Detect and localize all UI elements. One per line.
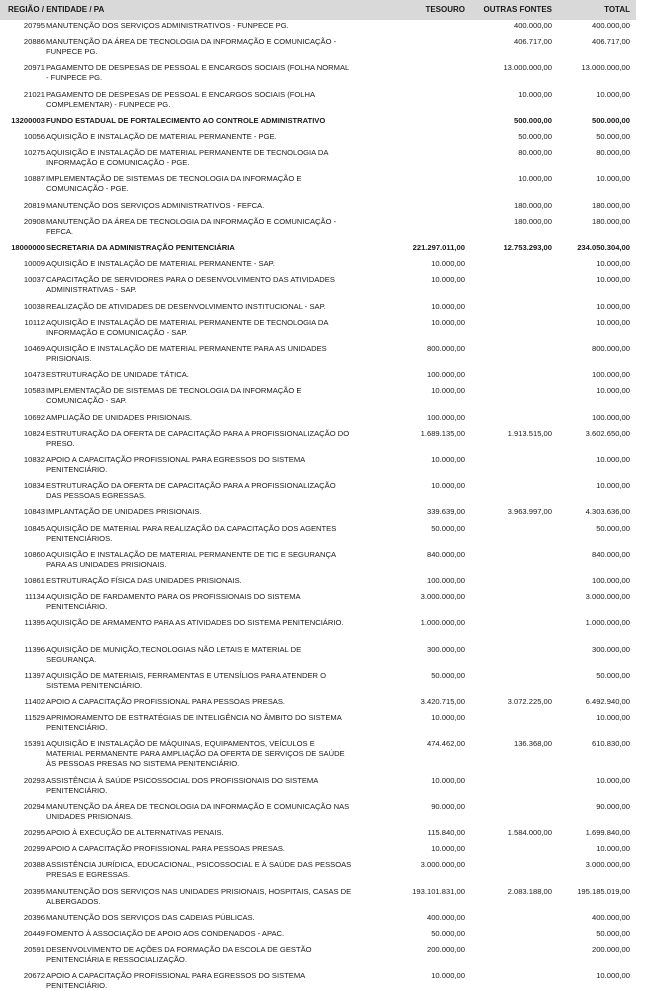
table-row bbox=[0, 713, 648, 733]
row-total: 610.830,00 bbox=[591, 739, 630, 749]
row-total: 10.000,00 bbox=[596, 174, 630, 184]
row-description: ASSISTÊNCIA À SAÚDE PSICOSSOCIAL DOS PROFISSIONAIS DO SISTEMA PENITENCIÁRIO. bbox=[46, 775, 318, 795]
table-row bbox=[0, 618, 648, 638]
row-tesouro: 10.000,00 bbox=[431, 844, 465, 854]
table-row bbox=[0, 259, 648, 269]
row-total: 10.000,00 bbox=[596, 275, 630, 285]
row-code: 20795 bbox=[23, 21, 45, 30]
table-row bbox=[0, 63, 648, 83]
row-tesouro: 10.000,00 bbox=[431, 713, 465, 723]
row-total: 195.185.019,00 bbox=[577, 886, 630, 896]
table-row bbox=[0, 174, 648, 194]
table-row bbox=[0, 132, 648, 142]
row-outras-fontes: 80.000,00 bbox=[518, 148, 552, 158]
row-tesouro: 800.000,00 bbox=[426, 344, 465, 353]
row-tesouro: 193.101.831,00 bbox=[412, 886, 465, 896]
row-total: 180.000,00 bbox=[591, 200, 630, 210]
row-code: 10824 bbox=[23, 428, 45, 438]
table-row bbox=[0, 971, 648, 991]
row-tesouro: 10.000,00 bbox=[431, 971, 465, 981]
row-total: 840.000,00 bbox=[591, 549, 630, 559]
row-tesouro: 10.000,00 bbox=[431, 481, 465, 491]
row-code: 20295 bbox=[23, 828, 45, 837]
row-tesouro: 10.000,00 bbox=[431, 301, 465, 311]
table-row bbox=[0, 318, 648, 338]
row-description: AQUISIÇÃO E INSTALAÇÃO DE MATERIAL PERMANENTE DE TIC E SEGURANÇA PARA AS UNIDADES PRISIONAIS. bbox=[46, 549, 336, 569]
row-total: 200.000,00 bbox=[591, 945, 630, 955]
row-total: 10.000,00 bbox=[596, 259, 630, 269]
row-description: AQUISIÇÃO E INSTALAÇÃO DE MATERIAL PERMANENTE - PGE. bbox=[46, 132, 277, 141]
row-tesouro: 840.000,00 bbox=[426, 549, 465, 559]
row-total: 10.000,00 bbox=[596, 386, 630, 396]
row-tesouro: 10.000,00 bbox=[431, 386, 465, 396]
row-code: 10692 bbox=[23, 412, 45, 422]
row-outras-fontes: 1.584.000,00 bbox=[507, 828, 552, 837]
row-tesouro: 300.000,00 bbox=[426, 644, 465, 654]
row-total: 10.000,00 bbox=[596, 775, 630, 785]
row-description: AQUISIÇÃO DE MATERIAL PARA REALIZAÇÃO DA CAPACITAÇÃO DOS AGENTES PENITENCIÁRIOS. bbox=[46, 523, 337, 543]
row-tesouro: 115.840,00 bbox=[427, 828, 465, 837]
table-row bbox=[0, 860, 648, 880]
row-description: APOIO A CAPACITAÇÃO PROFISSIONAL PARA EGRESSOS DO SISTEMA PENITENCIÁRIO. bbox=[46, 971, 305, 991]
row-tesouro: 100.000,00 bbox=[426, 412, 465, 422]
row-description: MANUTENÇÃO DA ÁREA DE TECNOLOGIA DA INFORMAÇÃO E COMUNICAÇÃO - FEFCA. bbox=[46, 216, 337, 236]
table-row bbox=[0, 21, 648, 31]
row-description: APOIO A CAPACITAÇÃO PROFISSIONAL PARA EGRESSOS DO SISTEMA PENITENCIÁRIO. bbox=[46, 455, 305, 474]
row-outras-fontes: 10.000,00 bbox=[518, 174, 552, 184]
row-description: MANUTENÇÃO DOS SERVIÇOS ADMINISTRATIVOS - FEFCA. bbox=[46, 200, 265, 210]
row-tesouro: 339.639,00 bbox=[426, 507, 465, 517]
row-tesouro: 3.420.715,00 bbox=[420, 697, 465, 706]
row-total: 300.000,00 bbox=[591, 644, 630, 654]
row-description: ASSISTÊNCIA JURÍDICA, EDUCACIONAL, PSICOSSOCIAL E À SAÚDE DAS PESSOAS PRESAS E EGRESSAS. bbox=[46, 860, 352, 880]
row-total: 50.000,00 bbox=[596, 523, 630, 533]
row-total: 800.000,00 bbox=[591, 344, 630, 353]
row-code: 13200003 bbox=[11, 115, 45, 125]
row-outras-fontes: 136.368,00 bbox=[513, 739, 552, 749]
row-total: 50.000,00 bbox=[596, 929, 630, 938]
row-code: 18000000 bbox=[11, 243, 45, 252]
row-description: MANUTENÇÃO DA ÁREA DE TECNOLOGIA DA INFORMAÇÃO E COMUNICAÇÃO NAS UNIDADES PRISIONAIS. bbox=[46, 801, 350, 821]
row-tesouro: 100.000,00 bbox=[426, 576, 465, 585]
row-description: ESTRUTURAÇÃO DA OFERTA DE CAPACITAÇÃO PARA A PROFISSIONALIZAÇÃO DAS PESSOAS EGRESSAS. bbox=[46, 481, 336, 501]
row-description: AQUISIÇÃO E INSTALAÇÃO DE MATERIAL PERMANENTE - SAP. bbox=[46, 259, 275, 269]
row-total: 100.000,00 bbox=[591, 370, 630, 380]
row-outras-fontes: 180.000,00 bbox=[513, 216, 552, 226]
entity-row bbox=[0, 243, 648, 253]
row-code: 10834 bbox=[23, 481, 45, 491]
row-tesouro: 10.000,00 bbox=[431, 275, 465, 285]
row-code: 11402 bbox=[24, 697, 45, 706]
row-total: 3.602.650,00 bbox=[585, 428, 630, 438]
row-code: 20971 bbox=[23, 63, 45, 73]
header-total: TOTAL bbox=[604, 5, 630, 14]
row-total: 100.000,00 bbox=[591, 576, 630, 585]
table-row bbox=[0, 776, 648, 796]
row-tesouro: 1.000.000,00 bbox=[420, 618, 465, 628]
table-row bbox=[0, 413, 648, 423]
row-code: 11396 bbox=[24, 644, 45, 654]
row-code: 11397 bbox=[24, 670, 45, 680]
row-code: 20908 bbox=[23, 216, 45, 226]
row-tesouro: 50.000,00 bbox=[431, 523, 465, 533]
row-code: 20388 bbox=[23, 860, 45, 870]
row-total: 3.000.000,00 bbox=[585, 860, 630, 870]
table-row bbox=[0, 929, 648, 939]
table-row bbox=[0, 429, 648, 449]
row-description: ESTRUTURAÇÃO FÍSICA DAS UNIDADES PRISIONAIS. bbox=[46, 576, 242, 585]
row-description: REALIZAÇÃO DE ATIVIDADES DE DESENVOLVIMENTO INSTITUCIONAL - SAP. bbox=[46, 301, 326, 311]
header-outras-fontes: OUTRAS FONTES bbox=[483, 5, 552, 14]
row-outras-fontes: 406.717,00 bbox=[513, 37, 552, 47]
table-row bbox=[0, 913, 648, 923]
row-description: ESTRUTURAÇÃO DE UNIDADE TÁTICA. bbox=[46, 370, 189, 380]
row-total: 1.699.840,00 bbox=[585, 828, 630, 837]
row-code: 20672 bbox=[23, 971, 45, 981]
row-total: 10.000,00 bbox=[596, 971, 630, 981]
row-total: 50.000,00 bbox=[596, 670, 630, 680]
row-code: 20396 bbox=[23, 912, 45, 922]
row-code: 10860 bbox=[23, 549, 45, 559]
table-row bbox=[0, 344, 648, 364]
row-description: IMPLANTAÇÃO DE UNIDADES PRISIONAIS. bbox=[46, 507, 202, 517]
row-code: 10275 bbox=[23, 148, 45, 158]
table-row bbox=[0, 481, 648, 501]
row-description: APOIO A CAPACITAÇÃO PROFISSIONAL PARA PESSOAS PRESAS. bbox=[46, 844, 285, 854]
table-row bbox=[0, 217, 648, 237]
row-code: 10583 bbox=[23, 386, 45, 396]
row-description: MANUTENÇÃO DOS SERVIÇOS NAS UNIDADES PRISIONAIS, HOSPITAIS, CASAS DE ALBERGADOS. bbox=[46, 886, 352, 906]
row-description: FOMENTO À ASSOCIAÇÃO DE APOIO AOS CONDENADOS - APAC. bbox=[46, 929, 285, 938]
table-row bbox=[0, 844, 648, 854]
row-total: 6.492.940,00 bbox=[585, 697, 630, 706]
row-total: 10.000,00 bbox=[596, 301, 630, 311]
table-row bbox=[0, 37, 648, 57]
table-row bbox=[0, 592, 648, 612]
row-tesouro: 50.000,00 bbox=[431, 929, 465, 938]
row-description: IMPLEMENTAÇÃO DE SISTEMAS DE TECNOLOGIA DA INFORMAÇÃO E COMUNICAÇÃO - PGE. bbox=[46, 174, 302, 194]
table-header bbox=[0, 0, 636, 20]
row-description: AQUISIÇÃO DE ARMAMENTO PARA AS ATIVIDADES DO SISTEMA PENITENCIÁRIO. bbox=[46, 618, 344, 628]
row-description: APRIMORAMENTO DE ESTRATÉGIAS DE INTELIGÊNCIA NO ÂMBITO DO SISTEMA PENITENCIÁRIO. bbox=[46, 713, 342, 733]
row-total: 500.000,00 bbox=[591, 115, 630, 125]
row-total: 406.717,00 bbox=[591, 37, 630, 47]
row-code: 10056 bbox=[23, 132, 45, 141]
row-outras-fontes: 10.000,00 bbox=[518, 89, 552, 99]
row-code: 10038 bbox=[23, 301, 45, 311]
table-row bbox=[0, 302, 648, 312]
row-tesouro: 3.000.000,00 bbox=[420, 592, 465, 602]
row-description: AQUISIÇÃO DE MATERIAIS, FERRAMENTAS E UTENSÍLIOS PARA ATENDER O SISTEMA PENITENCIÁRIO. bbox=[46, 670, 327, 690]
row-outras-fontes: 50.000,00 bbox=[518, 132, 552, 141]
row-outras-fontes: 500.000,00 bbox=[513, 115, 552, 125]
table-row bbox=[0, 828, 648, 838]
row-code: 10112 bbox=[24, 317, 45, 327]
row-total: 50.000,00 bbox=[596, 132, 630, 141]
row-tesouro: 3.000.000,00 bbox=[420, 860, 465, 870]
row-code: 20293 bbox=[23, 775, 45, 785]
table-row bbox=[0, 386, 648, 406]
row-description: FUNDO ESTADUAL DE FORTALECIMENTO AO CONTROLE ADMINISTRATIVO bbox=[46, 115, 326, 125]
row-code: 11529 bbox=[24, 713, 45, 723]
row-code: 10861 bbox=[23, 576, 45, 585]
row-code: 15391 bbox=[23, 739, 45, 749]
row-code: 10887 bbox=[23, 174, 45, 184]
row-description: APOIO A CAPACITAÇÃO PROFISSIONAL PARA PESSOAS PRESAS. bbox=[46, 697, 285, 706]
row-description: PAGAMENTO DE DESPESAS DE PESSOAL E ENCARGOS SOCIAIS (FOLHA COMPLEMENTAR) - FUNPECE PG. bbox=[46, 89, 315, 109]
row-outras-fontes: 3.963.997,00 bbox=[507, 507, 552, 517]
row-description: IMPLEMENTAÇÃO DE SISTEMAS DE TECNOLOGIA DA INFORMAÇÃO E COMUNICAÇÃO - SAP. bbox=[46, 386, 302, 406]
row-tesouro: 474.462,00 bbox=[426, 739, 465, 749]
row-total: 13.000.000,00 bbox=[581, 63, 630, 73]
table-row bbox=[0, 576, 648, 586]
entity-row bbox=[0, 116, 648, 126]
row-description: DESENVOLVIMENTO DE AÇÕES DA FORMAÇÃO DA ESCOLA DE GESTÃO PENITENCIÁRIA E RESSOCIALIZAÇÃO. bbox=[46, 945, 312, 965]
row-description: MANUTENÇÃO DOS SERVIÇOS ADMINISTRATIVOS - FUNPECE PG. bbox=[46, 21, 289, 30]
row-code: 20449 bbox=[23, 929, 45, 938]
row-description: AQUISIÇÃO E INSTALAÇÃO DE MATERIAL PERMANENTE PARA AS UNIDADES PRISIONAIS. bbox=[46, 344, 327, 363]
row-description: AQUISIÇÃO E INSTALAÇÃO DE MATERIAL PERMANENTE DE TECNOLOGIA DA INFORMAÇÃO E COMUNICAÇÃO - PGE. bbox=[46, 148, 329, 168]
row-description: MANUTENÇÃO DOS SERVIÇOS DAS CADEIAS PÚBLICAS. bbox=[46, 912, 255, 922]
table-row bbox=[0, 887, 648, 907]
row-description: AQUISIÇÃO DE MUNIÇÃO,TECNOLOGIAS NÃO LETAIS E MATERIAL DE SEGURANÇA. bbox=[46, 644, 302, 664]
row-description: AQUISIÇÃO E INSTALAÇÃO DE MATERIAL PERMANENTE DE TECNOLOGIA DA INFORMAÇÃO E COMUNICAÇÃO - SAP. bbox=[46, 317, 329, 337]
row-code: 10009 bbox=[23, 259, 45, 269]
row-outras-fontes: 1.913.515,00 bbox=[507, 428, 552, 438]
table-row bbox=[0, 697, 648, 707]
row-total: 90.000,00 bbox=[596, 801, 630, 811]
row-total: 100.000,00 bbox=[591, 412, 630, 422]
table-row bbox=[0, 671, 648, 691]
row-total: 10.000,00 bbox=[596, 89, 630, 99]
row-code: 10037 bbox=[23, 275, 45, 285]
row-total: 400.000,00 bbox=[591, 21, 630, 30]
row-description: CAPACITAÇÃO DE SERVIDORES PARA O DESENVOLVIMENTO DAS ATIVIDADES ADMINISTRATIVAS - SAP. bbox=[46, 275, 335, 295]
row-code: 20294 bbox=[23, 801, 45, 811]
row-tesouro: 10.000,00 bbox=[431, 259, 465, 269]
row-outras-fontes: 13.000.000,00 bbox=[503, 63, 552, 73]
row-code: 20886 bbox=[23, 37, 45, 47]
row-tesouro: 100.000,00 bbox=[426, 370, 465, 380]
row-code: 11134 bbox=[25, 592, 45, 602]
row-outras-fontes: 2.083.188,00 bbox=[507, 886, 552, 896]
table-row bbox=[0, 802, 648, 822]
row-code: 10845 bbox=[23, 523, 45, 533]
table-row bbox=[0, 90, 648, 110]
table-row bbox=[0, 507, 648, 517]
table-row bbox=[0, 945, 648, 965]
row-code: 11395 bbox=[24, 618, 45, 628]
row-total: 10.000,00 bbox=[596, 317, 630, 327]
row-description: MANUTENÇÃO DA ÁREA DE TECNOLOGIA DA INFORMAÇÃO E COMUNICAÇÃO - FUNPECE PG. bbox=[46, 37, 337, 57]
row-description: ESTRUTURAÇÃO DA OFERTA DE CAPACITAÇÃO PARA A PROFISSIONALIZAÇÃO DO PRESO. bbox=[46, 428, 350, 448]
row-total: 10.000,00 bbox=[596, 455, 630, 464]
row-code: 20591 bbox=[23, 945, 45, 955]
row-outras-fontes: 12.753.293,00 bbox=[503, 243, 552, 252]
table-row bbox=[0, 201, 648, 211]
table-row bbox=[0, 739, 648, 769]
row-code: 20299 bbox=[23, 844, 45, 854]
row-total: 180.000,00 bbox=[591, 216, 630, 226]
header-tesouro: TESOURO bbox=[425, 5, 465, 14]
row-total: 3.000.000,00 bbox=[585, 592, 630, 602]
row-tesouro: 1.689.135,00 bbox=[420, 428, 465, 438]
row-tesouro: 10.000,00 bbox=[431, 775, 465, 785]
row-tesouro: 400.000,00 bbox=[426, 912, 465, 922]
row-outras-fontes: 3.072.225,00 bbox=[507, 697, 552, 706]
row-description: AQUISIÇÃO DE FARDAMENTO PARA OS PROFISSIONAIS DO SISTEMA PENITENCIÁRIO. bbox=[46, 592, 301, 612]
row-outras-fontes: 180.000,00 bbox=[513, 200, 552, 210]
row-total: 10.000,00 bbox=[596, 481, 630, 491]
row-code: 10843 bbox=[23, 507, 45, 517]
row-outras-fontes: 400.000,00 bbox=[513, 21, 552, 30]
table-row bbox=[0, 455, 648, 475]
row-total: 234.050.304,00 bbox=[577, 243, 630, 252]
row-code: 21021 bbox=[23, 89, 45, 99]
table-row bbox=[0, 645, 648, 665]
row-description: APOIO À EXECUÇÃO DE ALTERNATIVAS PENAIS. bbox=[46, 828, 224, 837]
row-description: PAGAMENTO DE DESPESAS DE PESSOAL E ENCARGOS SOCIAIS (FOLHA NORMAL - FUNPECE PG. bbox=[46, 63, 349, 83]
row-total: 400.000,00 bbox=[591, 912, 630, 922]
row-tesouro: 90.000,00 bbox=[431, 801, 465, 811]
row-tesouro: 221.297.011,00 bbox=[412, 243, 465, 252]
row-tesouro: 50.000,00 bbox=[431, 670, 465, 680]
row-total: 10.000,00 bbox=[596, 713, 630, 723]
header-region: REGIÃO / ENTIDADE / PA bbox=[8, 5, 105, 14]
table-row bbox=[0, 370, 648, 380]
row-code: 20819 bbox=[23, 200, 45, 210]
row-description: AMPLIAÇÃO DE UNIDADES PRISIONAIS. bbox=[46, 412, 193, 422]
table-row bbox=[0, 524, 648, 544]
row-tesouro: 10.000,00 bbox=[431, 317, 465, 327]
row-description: SECRETARIA DA ADMINISTRAÇÃO PENITENCIÁRIA bbox=[46, 243, 235, 252]
row-code: 10473 bbox=[23, 370, 45, 380]
row-code: 10469 bbox=[23, 344, 45, 353]
row-total: 4.303.636,00 bbox=[585, 507, 630, 517]
row-total: 80.000,00 bbox=[596, 148, 630, 158]
table-row bbox=[0, 148, 648, 168]
row-tesouro: 10.000,00 bbox=[431, 455, 465, 464]
row-code: 20395 bbox=[23, 886, 45, 896]
table-row bbox=[0, 550, 648, 570]
row-total: 10.000,00 bbox=[596, 844, 630, 854]
table-row bbox=[0, 275, 648, 295]
row-description: AQUISIÇÃO E INSTALAÇÃO DE MÁQUINAS, EQUIPAMENTOS, VEÍCULOS E MATERIAL PERMANENTE PARA AMPLIAÇÃO DA OFERTA DE SERVIÇOS DE SAÚDE ÀS PESSOAS PRESAS NO SISTEMA PENITENCIÁRIO. bbox=[46, 739, 345, 769]
row-code: 10832 bbox=[23, 455, 45, 464]
row-total: 1.000.000,00 bbox=[585, 618, 630, 628]
row-tesouro: 200.000,00 bbox=[426, 945, 465, 955]
